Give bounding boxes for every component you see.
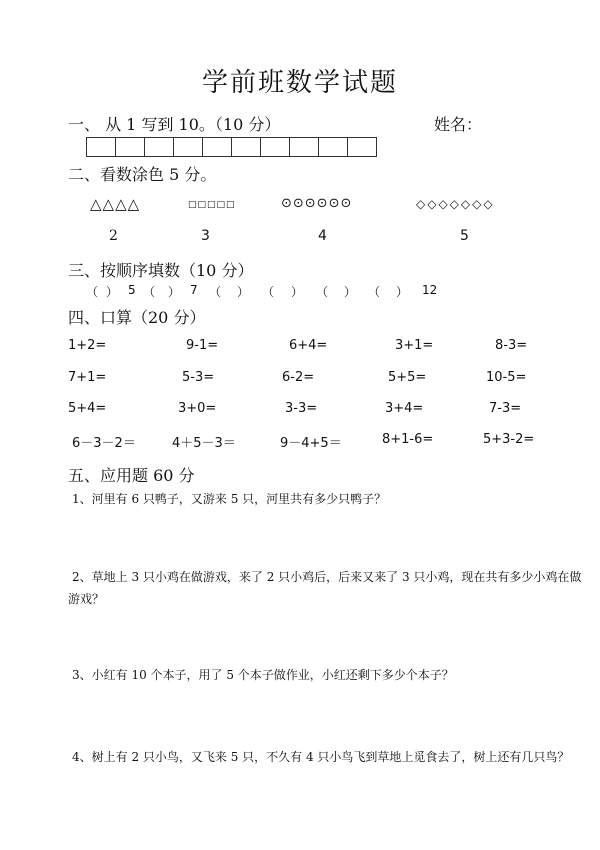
calc-item: 3+0= [178,401,217,416]
word-problem: 3、小红有 10 个本子，用了 5 个本子做作业，小红还剩下多少个本子？ [72,668,454,682]
circle-dot-shapes[interactable]: ⊙⊙⊙⊙⊙⊙ [281,196,353,211]
triangle-shapes[interactable]: △△△△ [90,195,141,213]
sequence-number: 5 [128,283,136,297]
writing-box[interactable] [347,137,377,157]
calc-item: 7-3= [489,401,522,416]
sequence-close-paren: ） [344,285,357,299]
writing-box[interactable] [318,137,348,157]
sequence-open-paren: （ [316,285,329,299]
writing-box[interactable] [173,137,203,157]
calc-item: 7+1= [68,370,107,385]
sequence-close-paren: ） [291,285,304,299]
calc-item: 8+1-6= [382,432,434,447]
sequence-number: 7 [190,283,198,297]
color-count-number: 5 [460,228,469,244]
calc-item: 3+4= [385,401,424,416]
sequence-open-paren: （ [209,285,222,299]
word-problem: 2、草地上 3 只小鸡在做游戏，来了 2 只小鸡后，后来又来了 3 只小鸡，现在共有多少小鸡在做游戏？ [68,570,582,606]
calc-item: 3+1= [395,338,434,353]
square-shapes[interactable]: □□□□□ [188,200,236,210]
calc-item: 5+4= [68,401,107,416]
calc-item: 6-2= [282,370,315,385]
writing-box[interactable] [231,137,261,157]
color-count-number: 4 [318,228,327,244]
calc-item: 5+3-2= [483,432,535,447]
section-2-heading: 二、看数涂色 5 分。 [68,165,217,184]
word-problem: 4、树上有 2 只小鸟，又飞来 5 只，不久有 4 只小鸟飞到草地上觅食去了，树上还有几只鸟？ [72,750,570,764]
writing-box[interactable] [115,137,145,157]
sequence-close-paren: ） [237,285,250,299]
sequence-open-paren: （ [86,285,99,299]
page-title: 学前班数学试题 [201,68,398,98]
calc-item: 6+4= [289,338,328,353]
section-1-heading: 一、 从 1 写到 10。（10 分） [68,115,281,134]
calc-item: 6－3－2＝ [72,436,136,451]
color-count-number: 3 [201,228,210,244]
calc-item: 10-5= [486,370,527,385]
calc-item: 1+2= [68,338,107,353]
section-3-heading: 三、按顺序填数（10 分） [68,261,254,280]
calc-item: 9－4+5＝ [280,436,342,451]
sequence-close-paren: ） [396,285,409,299]
writing-box[interactable] [86,137,116,157]
calc-item: 4＋5－3＝ [172,436,236,451]
writing-box[interactable] [260,137,290,157]
calc-item: 5+5= [388,370,427,385]
sequence-close-paren: ） [168,285,181,299]
writing-box[interactable] [289,137,319,157]
word-problem: 1、河里有 6 只鸭子，又游来 5 只，河里共有多少只鸭子？ [72,492,387,506]
calc-item: 3-3= [285,401,318,416]
name-label: 姓名： [434,115,483,134]
section-4-heading: 四、口算（20 分） [68,308,206,327]
sequence-open-paren: （ [368,285,381,299]
sequence-open-paren: （ [143,285,156,299]
sequence-close-paren: ） [106,285,119,299]
diamond-shapes[interactable]: ◇◇◇◇◇◇◇ [416,197,495,211]
writing-box[interactable] [144,137,174,157]
section-5-heading: 五、应用题 60 分 [68,466,195,485]
number-writing-boxes [86,137,376,157]
sequence-number: 12 [422,283,438,297]
color-count-number: 2 [109,228,118,244]
writing-box[interactable] [202,137,232,157]
calc-item: 9-1= [186,338,219,353]
sequence-open-paren: （ [262,285,275,299]
calc-item: 8-3= [495,338,528,353]
calc-item: 5-3= [182,370,215,385]
